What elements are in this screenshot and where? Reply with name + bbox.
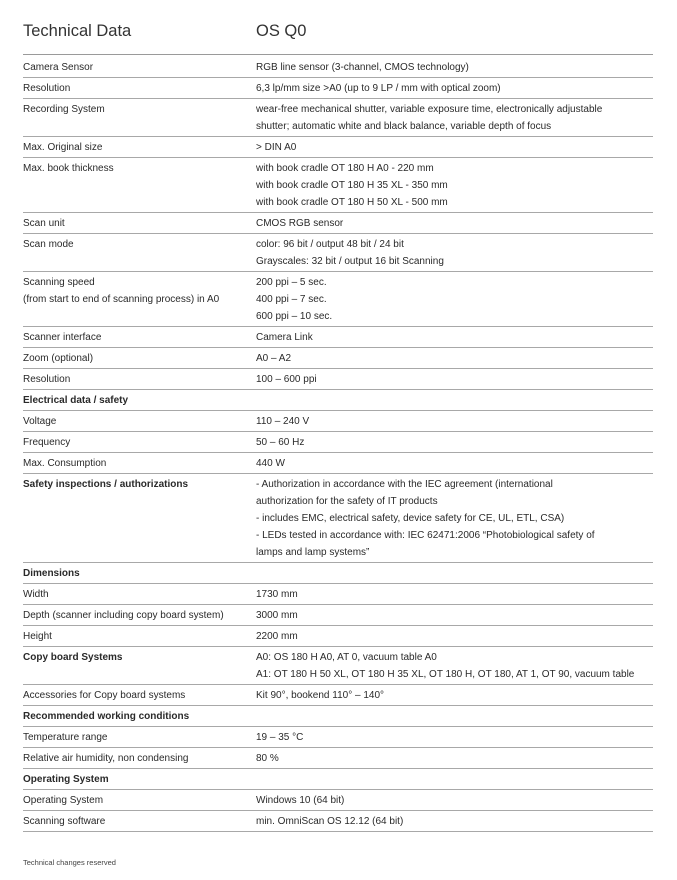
spec-label — [23, 706, 256, 727]
spec-label-line: Width — [23, 589, 49, 600]
spec-value — [256, 213, 653, 234]
table-row — [23, 213, 653, 234]
spec-value-line: 200 ppi – 5 sec. — [256, 277, 327, 288]
spec-value-line: - LEDs tested in accordance with: IEC 62471:2006 “Photobiological safety of — [256, 530, 595, 541]
spec-value — [256, 647, 653, 685]
spec-label-line: Depth (scanner including copy board system) — [23, 610, 224, 621]
spec-label-line: Camera Sensor — [23, 62, 94, 73]
spec-value-line: 3000 mm — [256, 610, 298, 621]
spec-label — [23, 272, 256, 327]
spec-label-line: Scanner interface — [23, 332, 102, 343]
table-row — [23, 811, 653, 832]
spec-value — [256, 584, 653, 605]
spec-label — [23, 727, 256, 748]
spec-value — [256, 748, 653, 769]
spec-label-line: Max. Consumption — [23, 458, 107, 469]
table-row — [23, 727, 653, 748]
spec-label — [23, 234, 256, 272]
spec-value-line: 2200 mm — [256, 631, 298, 642]
spec-label-line: Scanning speed — [23, 277, 95, 288]
table-row — [23, 348, 653, 369]
spec-label-line: Resolution — [23, 374, 71, 385]
spec-label — [23, 584, 256, 605]
table-row — [23, 685, 653, 706]
table-row — [23, 78, 653, 99]
spec-value-line: 50 – 60 Hz — [256, 437, 305, 448]
table-row — [23, 369, 653, 390]
spec-value-line: A1: OT 180 H 50 XL, OT 180 H 35 XL, OT 180 H, OT 180, AT 1, OT 90, vacuum table — [256, 669, 635, 680]
spec-value-line: 100 – 600 ppi — [256, 374, 317, 385]
spec-value-line: wear-free mechanical shutter, variable exposure time, electronically adjustable — [256, 104, 603, 115]
spec-label-line: Operating System — [23, 795, 104, 806]
spec-value — [256, 78, 653, 99]
spec-label — [23, 369, 256, 390]
spec-label — [23, 213, 256, 234]
spec-value — [256, 453, 653, 474]
spec-value-line: CMOS RGB sensor — [256, 218, 344, 229]
spec-label — [23, 158, 256, 213]
spec-label-line: Electrical data / safety — [23, 395, 129, 406]
spec-value-line: with book cradle OT 180 H 35 XL - 350 mm — [256, 180, 448, 191]
spec-value — [256, 605, 653, 626]
spec-label-line: Scanning software — [23, 816, 106, 827]
table-row — [23, 790, 653, 811]
spec-value-line: 110 – 240 V — [256, 416, 310, 427]
product-name: OS Q0 — [256, 22, 307, 40]
table-row — [23, 158, 653, 213]
spec-label — [23, 390, 256, 411]
spec-value — [256, 390, 653, 411]
spec-value-line: shutter; automatic white and black balance, variable depth of focus — [256, 121, 552, 132]
table-row — [23, 327, 653, 348]
spec-label-line: Max. book thickness — [23, 163, 114, 174]
table-row — [23, 605, 653, 626]
spec-value — [256, 411, 653, 432]
spec-value — [256, 474, 653, 563]
spec-value-line: with book cradle OT 180 H A0 - 220 mm — [256, 163, 434, 174]
spec-value — [256, 811, 653, 832]
spec-label — [23, 790, 256, 811]
table-row — [23, 234, 653, 272]
spec-value — [256, 158, 653, 213]
table-row — [23, 584, 653, 605]
spec-label-line: Frequency — [23, 437, 71, 448]
table-row — [23, 432, 653, 453]
table-row — [23, 272, 653, 327]
spec-value-line: Grayscales: 32 bit / output 16 bit Scanning — [256, 256, 444, 267]
table-row — [23, 626, 653, 647]
table-row — [23, 453, 653, 474]
table-row — [23, 137, 653, 158]
spec-label — [23, 78, 256, 99]
spec-label — [23, 647, 256, 685]
spec-label-line: Relative air humidity, non condensing — [23, 753, 189, 764]
spec-label — [23, 432, 256, 453]
spec-value — [256, 790, 653, 811]
spec-value-line: - includes EMC, electrical safety, device safety for CE, UL, ETL, CSA) — [256, 513, 565, 524]
spec-value-line: authorization for the safety of IT products — [256, 496, 438, 507]
spec-value-line: 600 ppi – 10 sec. — [256, 311, 333, 322]
spec-label-line: Scan unit — [23, 218, 65, 229]
spec-value — [256, 327, 653, 348]
spec-label-line: Height — [23, 631, 52, 642]
spec-label-line: Zoom (optional) — [23, 353, 94, 364]
spec-value — [256, 369, 653, 390]
spec-label — [23, 605, 256, 626]
spec-value-line: A0 – A2 — [256, 353, 292, 364]
spec-label-line: Max. Original size — [23, 142, 103, 153]
spec-label — [23, 474, 256, 563]
section-row — [23, 474, 653, 563]
spec-value-line: 400 ppi – 7 sec. — [256, 294, 327, 305]
table-row — [23, 99, 653, 137]
table-row — [23, 57, 653, 78]
spec-value — [256, 348, 653, 369]
section-row — [23, 706, 653, 727]
table-row — [23, 411, 653, 432]
spec-label — [23, 453, 256, 474]
spec-value — [256, 626, 653, 647]
spec-value-line: 80 % — [256, 753, 279, 764]
spec-label — [23, 411, 256, 432]
spec-label — [23, 99, 256, 137]
spec-value-line: RGB line sensor (3-channel, CMOS technology) — [256, 62, 469, 73]
spec-value — [256, 99, 653, 137]
section-row — [23, 769, 653, 790]
spec-table — [23, 57, 653, 832]
spec-label-line: Voltage — [23, 416, 57, 427]
spec-label — [23, 685, 256, 706]
spec-value-line: 19 – 35 °C — [256, 732, 304, 743]
spec-label — [23, 748, 256, 769]
spec-label — [23, 57, 256, 78]
spec-label-line: Accessories for Copy board systems — [23, 690, 186, 701]
spec-label — [23, 348, 256, 369]
spec-label — [23, 811, 256, 832]
header-divider — [23, 54, 653, 55]
spec-value — [256, 137, 653, 158]
table-row — [23, 748, 653, 769]
spec-label-line: Resolution — [23, 83, 71, 94]
footer-note: Technical changes reserved — [23, 858, 116, 867]
spec-value — [256, 685, 653, 706]
spec-value-line: lamps and lamp systems” — [256, 547, 370, 558]
spec-value — [256, 769, 653, 790]
spec-value-line: 1730 mm — [256, 589, 298, 600]
spec-value-line: - Authorization in accordance with the IEC agreement (international — [256, 479, 553, 490]
document-title: Technical Data — [23, 22, 132, 40]
spec-value — [256, 57, 653, 78]
spec-label-line: Copy board Systems — [23, 652, 123, 663]
spec-label-line: Recommended working conditions — [23, 711, 190, 722]
spec-value-line: > DIN A0 — [256, 142, 297, 153]
spec-label-line: Operating System — [23, 774, 109, 785]
spec-value — [256, 234, 653, 272]
spec-value — [256, 727, 653, 748]
spec-label — [23, 563, 256, 584]
spec-label-line: Dimensions — [23, 568, 80, 579]
section-row — [23, 647, 653, 685]
spec-value-line: min. OmniScan OS 12.12 (64 bit) — [256, 816, 404, 827]
spec-label-line: (from start to end of scanning process) in A0 — [23, 294, 220, 305]
spec-label-line: Safety inspections / authorizations — [23, 479, 189, 490]
spec-value-line: Kit 90°, bookend 110° – 140° — [256, 690, 385, 701]
spec-label-line: Temperature range — [23, 732, 108, 743]
spec-label — [23, 626, 256, 647]
spec-value-line: Camera Link — [256, 332, 313, 343]
spec-label-line: Recording System — [23, 104, 105, 115]
spec-value-line: 6,3 lp/mm size >A0 (up to 9 LP / mm with optical zoom) — [256, 83, 501, 94]
spec-value-line: with book cradle OT 180 H 50 XL - 500 mm — [256, 197, 448, 208]
spec-value — [256, 432, 653, 453]
spec-value — [256, 706, 653, 727]
spec-value-line: Windows 10 (64 bit) — [256, 795, 345, 806]
spec-value-line: A0: OS 180 H A0, AT 0, vacuum table A0 — [256, 652, 437, 663]
spec-label — [23, 137, 256, 158]
document-header — [23, 20, 653, 48]
spec-value-line: color: 96 bit / output 48 bit / 24 bit — [256, 239, 404, 250]
spec-value — [256, 563, 653, 584]
spec-label — [23, 769, 256, 790]
spec-label-line: Scan mode — [23, 239, 74, 250]
section-row — [23, 563, 653, 584]
spec-value — [256, 272, 653, 327]
spec-value-line: 440 W — [256, 458, 285, 469]
spec-label — [23, 327, 256, 348]
section-row — [23, 390, 653, 411]
